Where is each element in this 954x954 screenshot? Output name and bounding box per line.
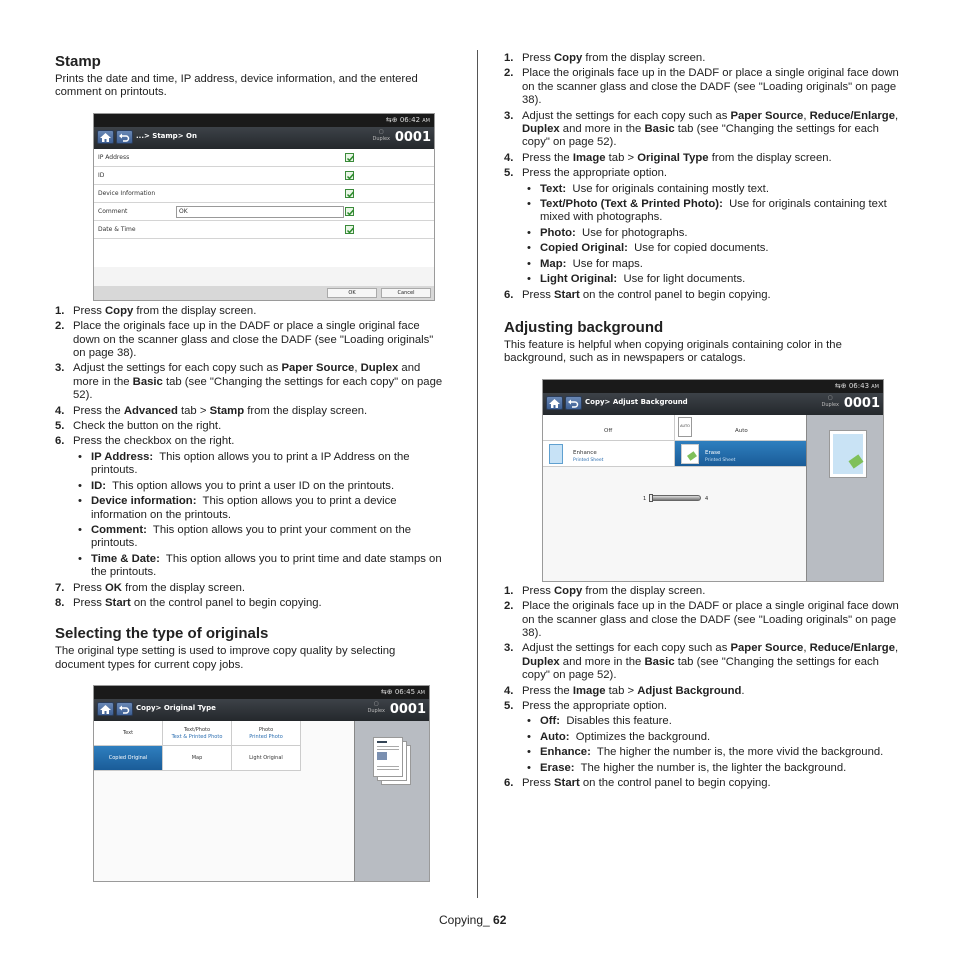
step-text: Press OK from the display screen. xyxy=(73,581,246,594)
network-icon: ⇆⊕ xyxy=(380,688,395,697)
step-number: 5. xyxy=(504,167,514,180)
type-originals-intro: The original type setting is used to improve copy quality by selecting document types for current copy jobs. xyxy=(55,645,396,671)
duplex-indicator: ▢ Duplex xyxy=(372,128,390,142)
erase-option[interactable]: Erase Printed Sheet xyxy=(675,441,807,467)
bullet-item: • IP Address: This option allows you to print a IP Address on the printouts. xyxy=(73,451,447,478)
step-text: Place the originals face up in the DADF or place a single original face down on the scanner glass and close the DADF (see "Loading originals" on page 38). xyxy=(522,67,899,107)
step-number: 6. xyxy=(504,288,514,301)
step-text: Press Copy from the display screen. xyxy=(522,584,706,597)
stamp-heading: Stamp xyxy=(55,53,101,70)
row-label: Comment xyxy=(98,207,128,215)
original-type-option[interactable] xyxy=(94,721,163,746)
back-button[interactable] xyxy=(116,702,133,716)
back-icon xyxy=(567,398,580,409)
stamp-screen xyxy=(93,113,435,301)
step-text: Press the Image tab > Adjust Background. xyxy=(522,684,745,697)
step-item xyxy=(55,362,447,402)
checkbox-checked-icon[interactable] xyxy=(345,153,354,162)
status-strip: ⇆⊕ 06:43 AM xyxy=(543,380,883,393)
bullet-item: • Photo: Use for photographs. xyxy=(522,227,899,240)
checkbox-checked-icon[interactable] xyxy=(345,207,354,216)
step-item xyxy=(55,320,447,360)
level-slider[interactable]: 1 4 xyxy=(643,495,709,502)
erase-icon xyxy=(681,444,699,464)
checkbox-checked-icon[interactable] xyxy=(345,171,354,180)
step-text: Press Start on the control panel to begin copying. xyxy=(73,596,322,609)
step-text: Adjust the settings for each copy such as Paper Source, Reduce/Enlarge, Duplex and more in the Basic tab (see "Changing the settings for each copy" on page 52). xyxy=(522,642,899,682)
step-item xyxy=(55,305,447,318)
bullet-item: • Text/Photo (Text & Printed Photo): Use for originals containing text mixed with photographs. xyxy=(522,198,899,225)
copy-count: 0001 xyxy=(843,395,880,411)
adjust-bg-intro: This feature is helpful when copying originals containing color in the background, such as in newspapers or catalogs. xyxy=(504,338,842,365)
bullet-item: • Comment: This option allows you to print your comment on the printouts. xyxy=(73,524,447,551)
step-text: Press the appropriate option. xyxy=(522,699,668,712)
option-label: Text xyxy=(122,730,134,737)
network-icon: ⇆⊕ xyxy=(385,115,400,124)
step-item xyxy=(504,585,899,598)
original-type-option[interactable] xyxy=(163,721,232,746)
step-number: 2. xyxy=(504,67,514,80)
original-type-option[interactable] xyxy=(163,746,232,771)
list-empty-area xyxy=(94,239,434,267)
row-label: IP Address xyxy=(98,153,130,161)
stamp-steps-continued xyxy=(55,582,447,611)
duplex-indicator: ▢ Duplex xyxy=(821,394,839,408)
title-bar xyxy=(94,127,434,149)
stamp-options-list xyxy=(94,149,434,267)
home-icon xyxy=(99,704,112,715)
step-number: 1. xyxy=(504,52,514,64)
home-button[interactable] xyxy=(546,396,563,410)
row-label: Date & Time xyxy=(98,225,136,233)
copy-count: 0001 xyxy=(394,129,431,145)
step-text: Press the appropriate option. xyxy=(522,167,668,180)
original-type-option[interactable] xyxy=(94,746,163,771)
stamp-option-row xyxy=(94,167,434,185)
home-icon xyxy=(99,132,112,143)
ok-button[interactable]: OK xyxy=(327,288,377,298)
title-bar xyxy=(543,393,883,415)
step-number: 4. xyxy=(55,404,65,417)
stamp-steps xyxy=(55,305,447,449)
slider-track xyxy=(649,495,701,501)
step-text: Press the Advanced tab > Stamp from the display screen. xyxy=(73,404,368,417)
left-column xyxy=(55,50,447,882)
step-number: 1. xyxy=(55,304,65,317)
back-button[interactable] xyxy=(565,396,582,410)
step-number: 2. xyxy=(504,600,514,613)
step-text: Press the checkbox on the right. xyxy=(73,435,235,448)
option-label: Light Original xyxy=(249,755,283,762)
adjust-bg-steps xyxy=(504,585,899,714)
original-type-steps-continued xyxy=(504,289,899,302)
step-text: Place the originals face up in the DADF or place a single original face down on the scanner glass and close the DADF (see "Loading originals" on page 38). xyxy=(73,320,434,360)
step-item xyxy=(504,289,899,302)
original-type-bullets xyxy=(504,183,899,287)
auto-option[interactable]: AUTO Auto xyxy=(675,415,807,441)
status-strip: ⇆⊕ 06:42 AM xyxy=(94,114,434,127)
step-item xyxy=(504,110,899,150)
step-item xyxy=(55,420,447,433)
step-number: 6. xyxy=(55,435,65,448)
page-footer xyxy=(439,914,506,927)
bullet-item: • Text: Use for originals containing mostly text. xyxy=(522,183,899,196)
bullet-item: • Erase: The higher the number is, the lighter the background. xyxy=(522,762,899,775)
step-item xyxy=(504,600,899,640)
enhance-icon xyxy=(549,444,563,464)
step-number: 4. xyxy=(504,684,514,697)
row-label: Device Information xyxy=(98,189,156,197)
step-text: Press Start on the control panel to begin copying. xyxy=(522,777,771,789)
original-type-option[interactable] xyxy=(232,746,301,771)
home-icon xyxy=(548,398,561,409)
back-icon xyxy=(118,132,131,143)
screen-title: Copy> Original Type xyxy=(136,704,216,713)
screen-title: Copy> Adjust Background xyxy=(585,397,688,406)
checkbox-checked-icon[interactable] xyxy=(345,189,354,198)
checkbox-checked-icon[interactable] xyxy=(345,225,354,234)
right-column xyxy=(504,50,899,790)
stamp-intro: Prints the date and time, IP address, device information, and the entered comment on printouts. xyxy=(55,73,418,99)
option-sublabel: Text & Printed Photo xyxy=(171,734,223,741)
step-item xyxy=(504,152,899,165)
step-number: 6. xyxy=(504,777,514,789)
step-number: 3. xyxy=(504,642,514,655)
bullet-item: • Time & Date: This option allows you to print time and date stamps on the printouts. xyxy=(73,553,447,580)
type-originals-heading: Selecting the type of originals xyxy=(55,625,269,643)
bottom-bar xyxy=(94,286,434,300)
stamp-option-row xyxy=(94,149,434,167)
step-item xyxy=(55,435,447,448)
step-item xyxy=(504,167,899,180)
step-number: 7. xyxy=(55,581,65,594)
page-number: 62 xyxy=(493,913,507,927)
bullet-item: • ID: This option allows you to print a user ID on the printouts. xyxy=(73,480,447,493)
stamp-option-row xyxy=(94,185,434,203)
bullet-item: • Off: Disables this feature. xyxy=(522,715,899,728)
step-number: 4. xyxy=(504,151,514,164)
step-item xyxy=(504,777,899,790)
step-text: Press Copy from the display screen. xyxy=(73,304,257,317)
duplex-indicator: ▢ Duplex xyxy=(367,701,385,715)
step-item xyxy=(504,52,899,65)
screen-title: ...> Stamp> On xyxy=(136,131,197,140)
footer-section: Copying_ xyxy=(439,913,490,927)
bullet-item: • Map: Use for maps. xyxy=(522,258,899,271)
original-type-screen xyxy=(93,685,430,882)
copy-count: 0001 xyxy=(389,702,426,718)
adjust-bg-bullets xyxy=(504,715,899,775)
cancel-button[interactable]: Cancel xyxy=(381,288,431,298)
comment-input[interactable]: OK xyxy=(176,206,344,218)
stamp-option-bullets xyxy=(55,451,447,580)
step-number: 1. xyxy=(504,584,514,597)
preview-panel xyxy=(806,415,883,581)
step-item xyxy=(55,582,447,595)
step-text: Press the Image tab > Original Type from the display screen. xyxy=(522,151,832,164)
step-text: Adjust the settings for each copy such as Paper Source, Reduce/Enlarge, Duplex and more in the Basic tab (see "Changing the settings for each copy" on page 52). xyxy=(522,109,899,149)
option-label: Map xyxy=(191,755,203,762)
auto-icon: AUTO xyxy=(678,417,692,437)
off-option[interactable]: Off xyxy=(543,415,675,441)
step-number: 3. xyxy=(55,362,65,375)
step-text: Adjust the settings for each copy such as Paper Source, Duplex and more in the Basic tab (see "Changing the settings for each copy" on page 52). xyxy=(73,362,443,402)
bullet-item: • Copied Original: Use for copied documents. xyxy=(522,242,899,255)
network-icon: ⇆⊕ xyxy=(834,381,849,390)
bullet-item: • Device information: This option allows you to print a device information on the printouts. xyxy=(73,495,447,522)
step-item xyxy=(55,597,447,610)
step-number: 5. xyxy=(55,420,65,433)
bullet-item: • Auto: Optimizes the background. xyxy=(522,731,899,744)
step-text: Place the originals face up in the DADF or place a single original face down on the scanner glass and close the DADF (see "Loading originals" on page 38). xyxy=(522,600,899,639)
step-text: Press Start on the control panel to begin copying. xyxy=(522,288,771,301)
original-type-steps xyxy=(504,52,899,181)
column-divider xyxy=(477,50,478,898)
enhance-option[interactable]: Enhance Printed Sheet xyxy=(543,441,675,467)
step-number: 5. xyxy=(504,699,514,712)
title-bar xyxy=(94,699,429,721)
step-text: Check the button on the right. xyxy=(73,420,222,433)
home-button[interactable] xyxy=(97,702,114,716)
back-icon xyxy=(118,704,131,715)
step-item xyxy=(55,405,447,418)
step-number: 2. xyxy=(55,320,65,333)
bullet-item: • Enhance: The higher the number is, the more vivid the background. xyxy=(522,746,899,759)
step-item xyxy=(504,685,899,698)
step-text: Press Copy from the display screen. xyxy=(522,52,706,64)
slider-handle[interactable] xyxy=(649,494,653,502)
adjust-background-screen xyxy=(542,379,884,582)
row-label: ID xyxy=(98,171,105,179)
step-number: 8. xyxy=(55,596,65,609)
adjust-bg-heading: Adjusting background xyxy=(504,318,664,336)
home-button[interactable] xyxy=(97,130,114,144)
stamp-option-row xyxy=(94,221,434,239)
step-item xyxy=(504,67,899,107)
stamp-option-row xyxy=(94,203,434,221)
step-number: 3. xyxy=(504,109,514,122)
status-strip: ⇆⊕ 06:45 AM xyxy=(94,686,429,699)
option-sublabel: Printed Photo xyxy=(249,734,283,741)
adjust-bg-steps-continued xyxy=(504,777,899,790)
original-type-option[interactable] xyxy=(232,721,301,746)
step-item xyxy=(504,700,899,713)
background-preview-icon xyxy=(829,430,867,478)
option-label: Photo xyxy=(258,727,274,734)
step-item xyxy=(504,642,899,682)
option-label: Text/Photo xyxy=(183,727,211,734)
preview-panel xyxy=(354,721,429,881)
option-label: Copied Original xyxy=(108,755,148,762)
back-button[interactable] xyxy=(116,130,133,144)
bullet-item: • Light Original: Use for light documents. xyxy=(522,273,899,286)
